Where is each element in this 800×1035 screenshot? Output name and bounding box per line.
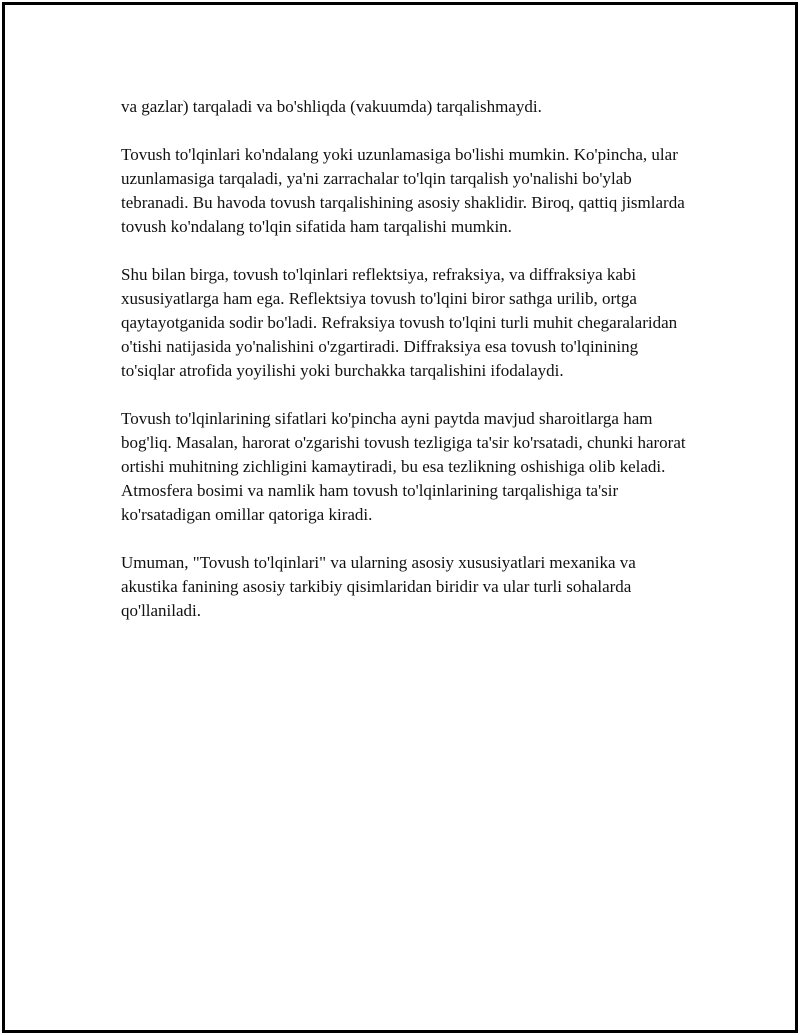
paragraph: Tovush to'lqinlari ko'ndalang yoki uzunlamasiga bo'lishi mumkin. Ko'pincha, ular uzunlamasiga tarqaladi, ya'ni zarrachalar to'lqin tarqalish yo'nalishi bo'ylab tebranadi. Bu havoda tovush tarqalishining asosiy shaklidir. Biroq, qattiq jismlarda tovush ko'ndalang to'lqin sifatida ham tarqalishi mumkin.: [121, 145, 685, 236]
document-body: [121, 95, 691, 647]
paragraph: va gazlar) tarqaladi va bo'shliqda (vakuumda) tarqalishmaydi.: [121, 97, 542, 116]
document-page: [2, 2, 798, 1033]
paragraph: Umuman, "Tovush to'lqinlari" va ularning asosiy xususiyatlari mexanika va akustika fanining asosiy tarkibiy qisimlaridan biridir va ular turli sohalarda qo'llaniladi.: [121, 553, 636, 620]
paragraph: Shu bilan birga, tovush to'lqinlari reflektsiya, refraksiya, va diffraksiya kabi xususiyatlarga ham ega. Reflektsiya tovush to'lqini biror sathga urilib, ortga qaytayotganida sodir bo'ladi. Refraksiya tovush to'lqini turli muhit chegaralaridan o'tishi natijasida yo'nalishini o'zgartiradi. Diffraksiya esa tovush to'lqinining to'siqlar atrofida yoyilishi yoki burchakka tarqalishini ifodalaydi.: [121, 265, 678, 380]
paragraph: Tovush to'lqinlarining sifatlari ko'pincha ayni paytda mavjud sharoitlarga ham bog'liq. Masalan, harorat o'zgarishi tovush tezligiga ta'sir ko'rsatadi, chunki harorat ortishi muhitning zichligini kamaytiradi, bu esa tezlikning oshishiga olib keladi. Atmosfera bosimi va namlik ham tovush to'lqinlarining tarqalishiga ta'sir ko'rsatadigan omillar qatoriga kiradi.: [121, 409, 686, 524]
